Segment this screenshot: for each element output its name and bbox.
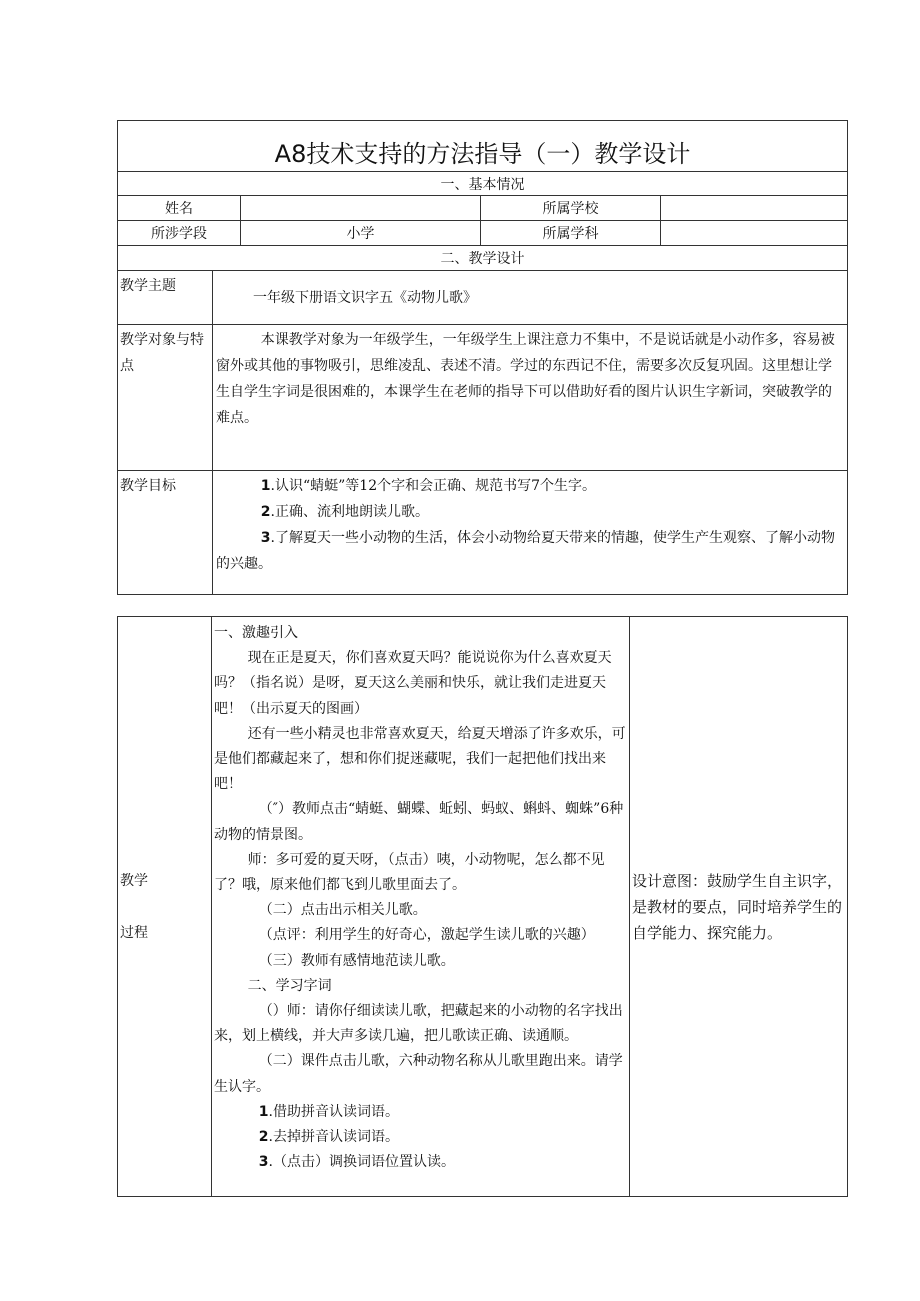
process-line: （）师：请你仔细读读儿歌，把藏起来的小动物的名字找出来，划上横线，并大声多读几遍，把儿歌读正确、读通顺。 — [214, 1003, 623, 1045]
process-line: （″）教师点击“蜻蜓、蝴蝶、蚯蚓、蚂蚁、蝌蚪、蜘蛛”6种动物的情景图。 — [214, 801, 624, 843]
stage-label: 所涉学段 — [118, 221, 241, 246]
process-label: 教学 过程 — [118, 617, 212, 1197]
subject-value — [661, 221, 848, 246]
process-step: 3.（点击）调换词语位置认读。 — [258, 1154, 455, 1171]
process-line: 师：多可爱的夏天呀，（点击）咦，小动物呢，怎么都不见了？哦，原来他们都飞到儿歌里面去了。 — [214, 851, 605, 894]
subject-label: 所属学科 — [481, 221, 661, 246]
process-line: 现在正是夏天，你们喜欢夏天吗？能说说你为什么喜欢夏天吗？（指名说）是呀，夏天这么美丽和快乐，就让我们走进夏天吧！（出示夏天的图画） — [214, 650, 612, 717]
basic-info-table — [117, 120, 848, 595]
section-heading-basic: 一、基本情况 — [118, 172, 848, 196]
stage-value: 小学 — [241, 221, 481, 246]
process-line: （二）点击出示相关儿歌。 — [258, 902, 427, 919]
design-intent: 设计意图：鼓励学生自主识字，是教材的要点，同时培养学生的自学能力、探究能力。 — [630, 617, 848, 1197]
process-line: 二、学习字词 — [247, 977, 332, 994]
process-step: 2.去掉拼音认读词语。 — [258, 1129, 399, 1146]
theme-value: 一年级下册语文识字五《动物儿歌》 — [213, 271, 848, 325]
goal-item: 2.正确、流利地朗读儿歌。 — [260, 504, 429, 520]
process-content — [212, 617, 630, 1197]
goal-item: 1.认识“蜻蜓”等12个字和会正确、规范书写7个生字。 — [260, 478, 597, 494]
object-text: 本课教学对象为一年级学生，一年级学生上课注意力不集中，不是说话就是小动作多，容易被窗外或其他的事物吸引，思维凌乱、表述不清。学过的东西记不住，需要多次反复巩固。这里想让学生自学生字词是很困难的，本课学生在老师的指导下可以借助好看的图片认识生字新词，突破教学的难点。 — [213, 325, 848, 471]
process-line: 一、激趣引入 — [214, 625, 298, 641]
name-value — [241, 196, 481, 221]
school-value — [661, 196, 848, 221]
process-step: 1.借助拼音认读词语。 — [258, 1103, 399, 1120]
goal-label: 教学目标 — [118, 471, 213, 595]
school-label: 所属学校 — [481, 196, 661, 221]
process-line: （三）教师有感情地范读儿歌。 — [258, 952, 455, 969]
process-table — [117, 616, 848, 1197]
goal-list — [213, 471, 848, 595]
process-line: （点评：利用学生的好奇心，激起学生读儿歌的兴趣） — [258, 927, 595, 944]
object-label: 教学对象与特点 — [118, 325, 213, 471]
name-label: 姓名 — [118, 196, 241, 221]
section-heading-design: 二、教学设计 — [118, 246, 848, 271]
page-title: A8技术支持的方法指导（一）教学设计 — [118, 121, 848, 172]
process-line: （二）课件点击儿歌，六种动物名称从儿歌里跑出来。请学生认字。 — [214, 1053, 623, 1095]
theme-label: 教学主题 — [118, 271, 213, 325]
goal-item: 3.了解夏天一些小动物的生活，体会小动物给夏天带来的情趣，使学生产生观察、了解小动物的兴趣。 — [216, 530, 835, 572]
process-line: 还有一些小精灵也非常喜欢夏天，给夏天增添了许多欢乐，可是他们都藏起来了，想和你们捉迷藏呢，我们一起把他们找出来吧！ — [214, 725, 626, 793]
